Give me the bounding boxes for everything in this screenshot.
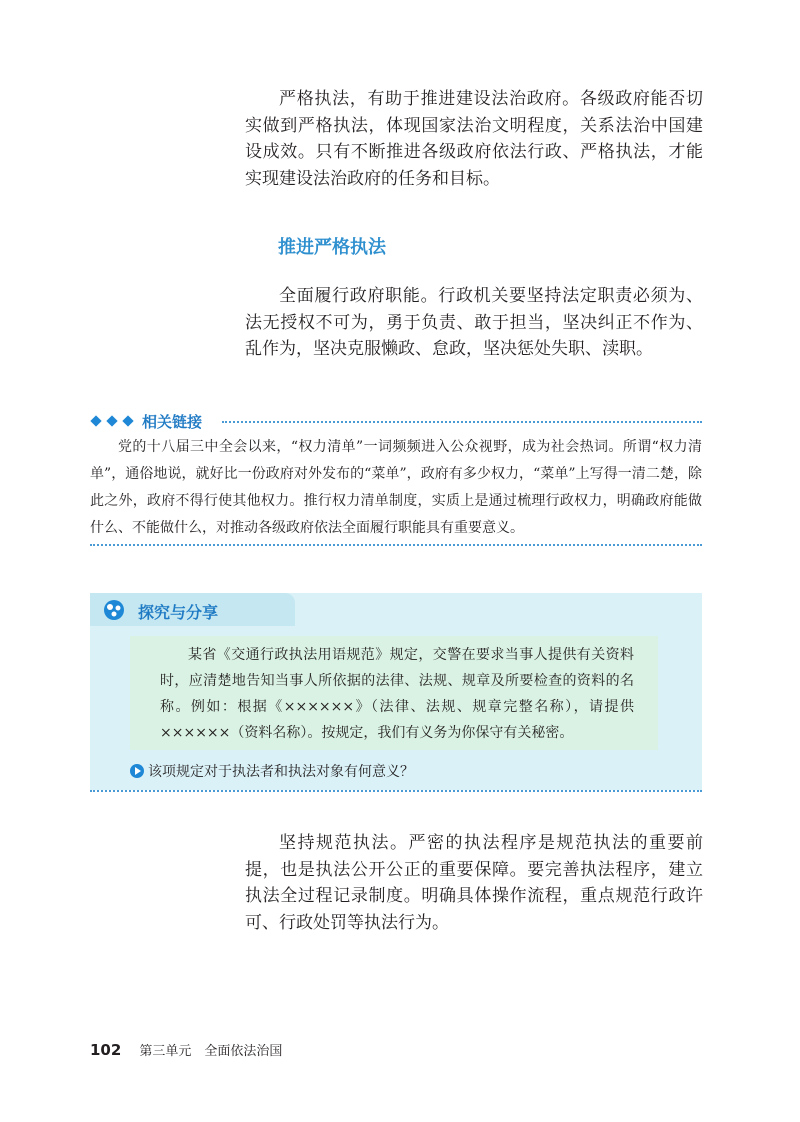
case-text: 某省《交通行政执法用语规范》规定，交警在要求当事人提供有关资料时，应清楚地告知当事人所依据的法律、法规、规章及所要检查的资料的名称。例如：根据《××××××》（法律、法规、规章完整名称），请提供××××××（资料名称）。按规定，我们有义务为你保守有关秘密。 bbox=[160, 647, 634, 741]
section-heading: 推进严格执法 bbox=[278, 237, 386, 258]
unit-title: 第三单元 全面依法治国 bbox=[139, 1044, 283, 1059]
page-footer bbox=[90, 1040, 282, 1059]
diamond-icon bbox=[90, 415, 101, 426]
intro-paragraph: 严格执法，有助于推进建设法治政府。各级政府能否切实做到严格执法，体现国家法治文明程度，关系法治中国建设成效。只有不断推进各级政府依法行政、严格执法，才能实现建设法治政府的任务和目标。 bbox=[245, 89, 703, 189]
diamond-icon bbox=[122, 415, 133, 426]
related-link-header bbox=[90, 410, 702, 434]
play-icon bbox=[130, 764, 144, 778]
explore-title: 探究与分享 bbox=[138, 603, 219, 622]
related-link-title: 相关链接 bbox=[142, 413, 203, 431]
duty-paragraph: 全面履行政府职能。行政机关要坚持法定职责必须为、法无授权不可为，勇于负责、敢于担当，坚决纠正不作为、乱作为，坚决克服懒政、怠政，坚决惩处失职、渎职。 bbox=[245, 286, 703, 359]
explore-icon bbox=[100, 598, 128, 622]
discussion-question bbox=[130, 761, 690, 781]
related-link-body: 党的十八届三中全会以来，“权力清单”一词频频进入公众视野，成为社会热词。所谓“权力清单”，通俗地说，就好比一份政府对外发布的“菜单”，政府有多少权力，“菜单”上写得一清二楚，除此之外，政府不得行使其他权力。推行权力清单制度，实质上是通过梳理行政权力，明确政府能做什么、不能做什么，对推动各级政府依法全面履行职能具有重要意义。 bbox=[90, 439, 702, 536]
dotted-divider bbox=[90, 544, 702, 546]
standard-enforcement-paragraph: 坚持规范执法。严密的执法程序是规范执法的重要前提，也是执法公开公正的重要保障。要完善执法程序，建立执法全过程记录制度。明确具体操作流程，重点规范行政许可、行政处罚等执法行为。 bbox=[245, 833, 703, 933]
dotted-divider bbox=[222, 421, 702, 423]
page-number: 102 bbox=[90, 1041, 122, 1059]
question-text: 该项规定对于执法者和执法对象有何意义？ bbox=[148, 764, 414, 780]
dotted-divider bbox=[90, 790, 702, 792]
diamond-icon bbox=[106, 415, 117, 426]
